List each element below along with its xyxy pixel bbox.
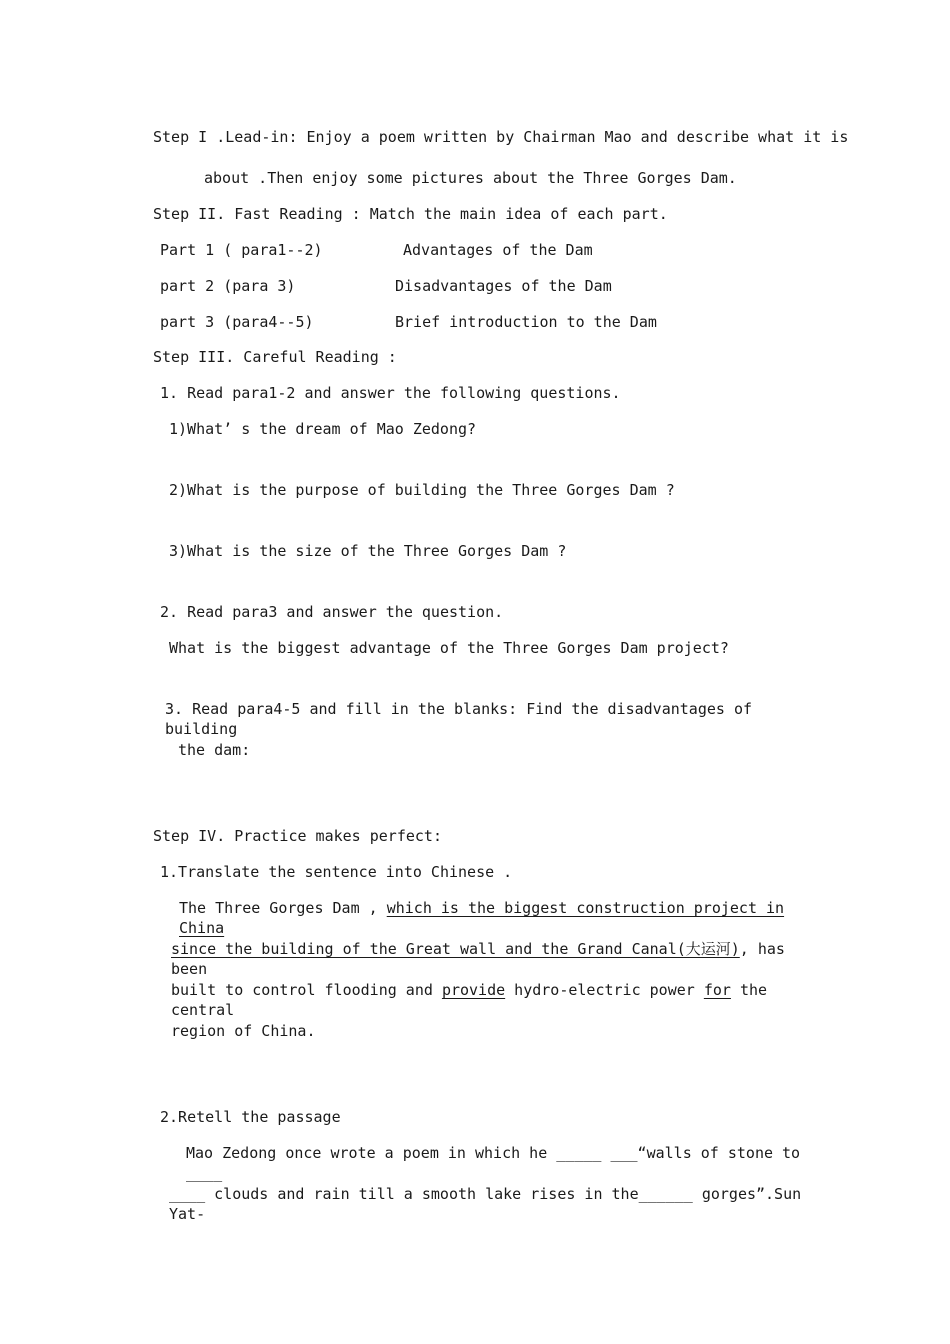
retell-line2: ____ clouds and rain till a smooth lake rises in the______ gorges”.Sun Yat- — [169, 1185, 802, 1223]
step3-task2: 2. Read para3 and answer the question. — [160, 603, 504, 621]
step3-task3-line2: the dam: — [178, 741, 251, 759]
retell-line1: Mao Zedong once wrote a poem in which he _____ ___“walls of stone to ____ — [186, 1144, 801, 1182]
step3-question1: 1)What’ s the dream of Mao Zedong? — [169, 420, 477, 438]
translate-sentence-line4: region of China. — [171, 1022, 316, 1040]
part3-label: part 3 (para4--5) — [160, 313, 314, 331]
part2-label: part 2 (para 3) — [160, 277, 296, 295]
sentence-subject: The Three Gorges Dam , — [179, 899, 387, 917]
step3-task3-line1: 3. Read para4-5 and fill in the blanks: Find the disadvantages of building — [165, 700, 752, 738]
part2-idea: Disadvantages of the Dam — [395, 277, 612, 295]
step2-heading: Step II. Fast Reading : Match the main idea of each part. — [153, 205, 668, 223]
step3-task1: 1. Read para1-2 and answer the following questions. — [160, 384, 621, 402]
part1-label: Part 1 ( para1--2) — [160, 241, 323, 259]
underlined-clause-part2: since the building of the Great wall and the Grand Canal(大运河) — [171, 940, 740, 958]
step4-heading: Step IV. Practice makes perfect: — [153, 827, 442, 845]
underlined-clause-part1: which is the biggest construction project in China — [179, 899, 785, 937]
translate-sentence-line2 — [171, 939, 806, 979]
step3-heading: Step III. Careful Reading : — [153, 348, 397, 366]
part3-idea: Brief introduction to the Dam — [395, 313, 657, 331]
sentence-text: hydro-electric power — [505, 981, 704, 999]
retell-heading: 2.Retell the passage — [160, 1108, 341, 1126]
step3-question2: 2)What is the purpose of building the Three Gorges Dam ? — [169, 481, 675, 499]
part1-idea: Advantages of the Dam — [403, 241, 593, 259]
underlined-word-provide: provide — [441, 981, 506, 999]
step3-task2-question: What is the biggest advantage of the Three Gorges Dam project? — [169, 639, 729, 657]
translate-heading: 1.Translate the sentence into Chinese . — [160, 863, 513, 881]
translate-sentence-line3 — [171, 980, 806, 1020]
step1-line1: Step I .Lead-in: Enjoy a poem written by Chairman Mao and describe what it is — [153, 128, 849, 146]
step1-line2: about .Then enjoy some pictures about the Three Gorges Dam. — [204, 169, 737, 187]
sentence-text: built to control flooding and — [171, 981, 442, 999]
sentence-verb: , has been — [171, 940, 785, 978]
step3-question3: 3)What is the size of the Three Gorges Dam ? — [169, 542, 567, 560]
translate-sentence-line1 — [179, 898, 806, 938]
sentence-text: the central — [171, 981, 768, 1019]
underlined-word-for: for — [703, 981, 731, 999]
